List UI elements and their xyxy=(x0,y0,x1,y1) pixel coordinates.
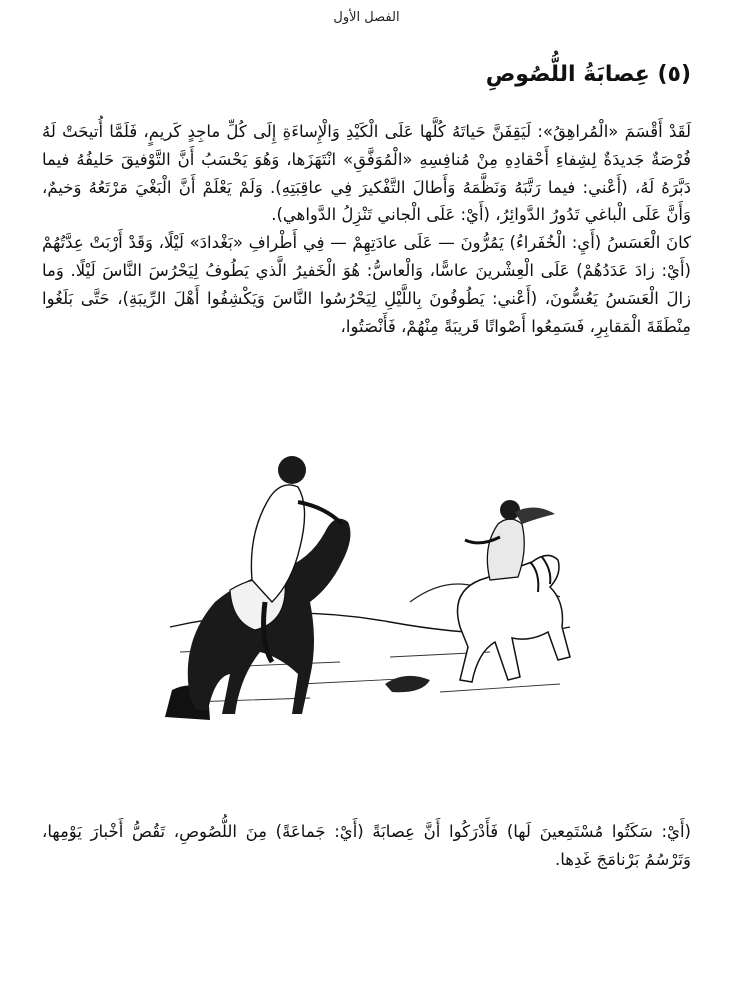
closing-text xyxy=(42,818,691,874)
chapter-title: (٥) عِصابَةُ اللُّصُوصِ xyxy=(485,62,691,87)
right-rider-body xyxy=(487,519,524,580)
right-rider-head xyxy=(500,500,520,520)
horsemen-illustration xyxy=(160,452,580,722)
left-rider-head xyxy=(278,456,306,484)
rock-1 xyxy=(385,676,430,692)
paragraph-2: كانَ الْعَسَسُ (أَيِ: الْخُفَراءُ) يَمُرُّونَ — عَلَى عادَتِهِمْ — فِي أَطْرافِ «بَغْدادَ» لَيْلًا، وَقَدْ أَرْبَتْ عِدَّتُهُمْ (أَيْ: زادَ عَدَدُهُمْ) عَلَى الْعِشْرينَ عاسًّا، وَالْعاسُّ: هُوَ الْخَفيرُ الَّذي يَطُوفُ لِيَحْرُسَ النَّاسَ لَيْلًا. وَما زالَ الْعَسَسُ يَعُسُّونَ، (أَعْني: يَطُوفُونَ بِاللَّيْلِ لِيَحْرُسُوا النَّاسَ وَيَكْشِفُوا أَهْلَ الرِّيبَةِ)، حَتَّى بَلَغُوا مِنْطَقَةَ الْمَقابِرِ، فَسَمِعُوا أَصْواتًا قَريبَةً مِنْهُمْ، فَأَنْصَتُوا، xyxy=(42,233,691,336)
running-header: الفصل الأول xyxy=(333,10,400,25)
paragraph-3: (أَيْ: سَكَتُوا مُسْتَمِعينَ لَها) فَأَدْرَكُوا أَنَّ عِصابَةً (أَيْ: جَماعَةً) مِنَ اللُّصُوصِ، تَقُصُّ أَخْبارَ يَوْمِها، وَتَرْسُمُ بَرْنامَجَ غَدِها. xyxy=(42,822,691,869)
body-text xyxy=(42,118,691,340)
right-rider-cloak xyxy=(515,507,555,524)
paragraph-1: لَقَدْ أَقْسَمَ «الْمُراهِقُ»: لَيَقِفَنَّ حَياتَهُ كُلَّها عَلَى الْكَيْدِ وَالْإِساءَةِ إِلَى كُلِّ ماجِدٍ كَريمٍ، فَلَمَّا أُتيحَتْ لَهُ فُرْصَةٌ جَديدَةٌ لِشِفاءِ أَحْقادِهِ مِنْ مُنافِسِهِ «الْمُوَفَّقِ» انْتَهَزَها، وَهُوَ يَحْسَبُ أَنَّ التَّوْفيقَ حَليفُهُ فيما دَبَّرَهُ لَهُ، (أَعْني: فيما رَتَّبَهُ وَنَظَّمَهُ وَأَطالَ التَّفْكيرَ فِي عاقِبَتِهِ). وَلَمْ يَعْلَمْ أَنَّ الْبَغْيَ مَرْتَعُهُ وَخيمٌ، وَأَنَّ عَلَى الْباغي تَدُورُ الدَّوائِرُ، (أَيْ: عَلَى الْجاني تَنْزِلُ الدَّواهي). xyxy=(42,122,691,225)
